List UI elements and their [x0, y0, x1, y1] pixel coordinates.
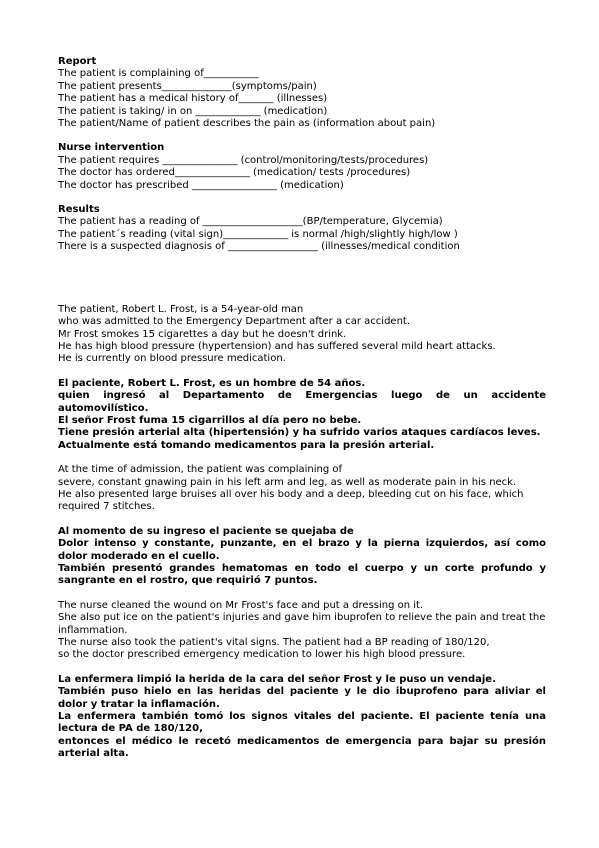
case-line: so the doctor prescribed emergency medication to lower his high blood pressure. [58, 649, 466, 661]
report-line: The patient is taking/ in on _____________ (medication) [58, 105, 328, 117]
nurse-intervention-line: The patient requires _______________ (control/monitoring/tests/procedures) [58, 154, 429, 166]
case-paragraph-en-3 [58, 600, 546, 662]
results-line: The patient´s reading (vital sign)_____________ is normal /high/slightly high/low ) [58, 228, 458, 240]
results-line: There is a suspected diagnosis of __________________ (illnesses/medical condition [58, 241, 460, 253]
report-line: The patient presents______________(symptoms/pain) [58, 80, 317, 92]
report-section [58, 56, 546, 130]
case-line: Mr Frost smokes 15 cigarettes a day but he doesn't drink. [58, 328, 347, 340]
report-line: The patient has a medical history of_______ (illnesses) [58, 93, 328, 105]
case-line: The patient, Robert L. Frost, is a 54-year-old man [58, 303, 304, 315]
case-line: entonces el médico le recetó medicamentos de emergencia para bajar su presión arterial alta. [58, 735, 546, 760]
case-line: At the time of admission, the patient was complaining of [58, 464, 343, 476]
case-line: También puso hielo en las heridas del paciente y le dio ibuprofeno para aliviar el dolor y tratar la inflamación. [58, 686, 546, 710]
case-line: who was admitted to the Emergency Department after a car accident. [58, 316, 411, 328]
case-line: He also presented large bruises all over his body and a deep, bleeding cut on his face, which required 7 stitches. [58, 488, 524, 513]
nurse-intervention-section [58, 142, 546, 192]
case-paragraph-es-3 [58, 674, 546, 761]
case-line: La enfermera limpió la herida de la cara del señor Frost y le puso un vendaje. [58, 673, 496, 685]
case-paragraph-en-1 [58, 304, 546, 366]
case-line: He has high blood pressure (hypertension) and has suffered several mild heart attacks. [58, 340, 496, 352]
report-heading: Report [58, 56, 97, 67]
case-line: severe, constant gnawing pain in his left arm and leg, as well as moderate pain in his neck. [58, 476, 517, 488]
nurse-intervention-line: The doctor has prescribed _________________ (medication) [58, 179, 344, 191]
results-line: The patient has a reading of ____________________(BP/temperature, Glycemia) [58, 216, 443, 228]
case-line: The nurse also took the patient's vital signs. The patient had a BP reading of 180/120, [58, 637, 490, 649]
case-paragraph-en-2 [58, 464, 546, 514]
case-line: He is currently on blood pressure medication. [58, 353, 286, 365]
case-line: El señor Frost fuma 15 cigarrillos al día pero no bebe. [58, 414, 362, 426]
case-line: El paciente, Robert L. Frost, es un hombre de 54 años. [58, 377, 366, 389]
case-paragraph-es-1 [58, 378, 546, 452]
case-line: La enfermera también tomó los signos vitales del paciente. El paciente tenía una lectura de PA de 180/120, [58, 711, 546, 735]
results-heading: Results [58, 204, 100, 216]
document-page [58, 56, 546, 761]
case-line: The nurse cleaned the wound on Mr Frost's face and put a dressing on it. [58, 599, 424, 611]
report-line: The patient is complaining of___________ [58, 68, 259, 80]
case-paragraph-es-2 [58, 526, 546, 588]
case-line: Actualmente está tomando medicamentos para la presión arterial. [58, 439, 435, 451]
case-line: She also put ice on the patient's injuries and gave him ibuprofen to relieve the pain and treat the inflammation. [58, 612, 546, 636]
nurse-intervention-heading: Nurse intervention [58, 142, 165, 154]
case-line: quien ingresó al Departamento de Emergencias luego de un accidente automovilístico. [58, 390, 546, 414]
case-line: Al momento de su ingreso el paciente se quejaba de [58, 525, 354, 537]
report-line: The patient/Name of patient describes the pain as (information about pain) [58, 118, 436, 130]
case-line: Tiene presión arterial alta (hipertensión) y ha sufrido varios ataques cardíacos leves. [58, 427, 541, 439]
case-line: También presentó grandes hematomas en todo el cuerpo y un corte profundo y sangrante en el rostro, que requirió 7 puntos. [58, 563, 546, 587]
results-section [58, 204, 546, 254]
nurse-intervention-line: The doctor has ordered_______________ (medication/ tests /procedures) [58, 167, 411, 179]
case-line: Dolor intenso y constante, punzante, en el brazo y la pierna izquierdos, así como dolor moderado en el cuello. [58, 538, 546, 562]
